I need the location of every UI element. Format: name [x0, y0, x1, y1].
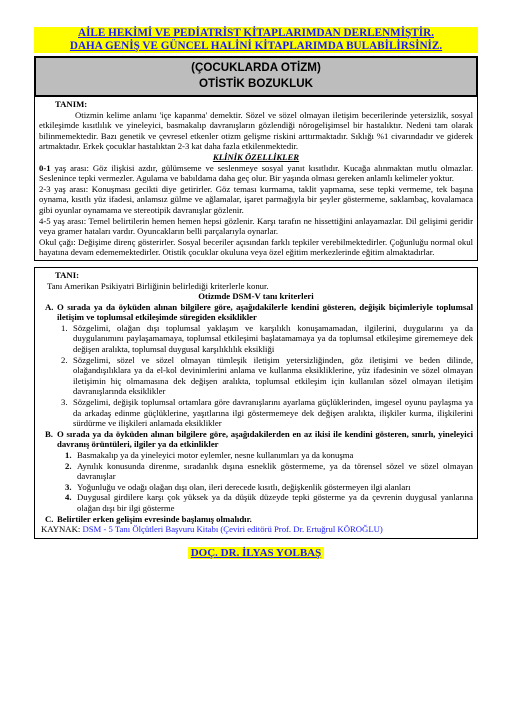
- definition-section: [34, 97, 478, 261]
- klinik-age: 0-1: [39, 162, 51, 173]
- klinik-heading: KLİNİK ÖZELLİKLER: [212, 151, 300, 162]
- diagnosis-section: [34, 267, 478, 539]
- criterion-item: [39, 355, 473, 397]
- tani-intro: Tanı Amerikan Psikiyatri Birliğinin belirlediği kriterlerle konur.: [47, 280, 269, 291]
- item-text: Basmakalıp ya da yineleyici motor eylemler, nesne kullanımları ya da konuşma: [77, 450, 354, 460]
- tanim-text: Otizmin kelime anlamı 'içe kapanma' demektir. Sözel ve sözel olmayan iletişim becerilerinde yetersizlik, sosyal etkileşimde kısıtlılık ve yineleyici, basmakalıp davranışların gözlendiği nörogelişimsel bir hastalıktır. Nedeni tam olarak bilinmemektedir. Bazı genetik ve çevresel etkenler otizm gelişme riskini arttırmaktadır. Sıklığı %1 civarındadır ve giderek artmaktadır. Erkek çocuklar hastalıktan 2-3 kat daha fazla etkilenmektedir.: [39, 109, 473, 152]
- criterion-text: O sırada ya da öyküden alınan bilgilere göre, aşağıdakilerden en az ikisi ile kendini gösteren, sınırlı, yineleyici davranış örüntüleri, ilgiler ya da etkinlikler: [57, 428, 473, 450]
- criterion-item: [39, 397, 473, 429]
- criteria-title: Otizmde DSM-V tanı kriterleri: [198, 291, 314, 302]
- item-text: Yoğunluğu ve odağı olağan dışı olan, ileri derecede kısıtlı, değişkenlik göstermeyen ilgi alanları: [77, 481, 411, 492]
- item-text: Aynılık konusunda direnme, sıradanlık dışına esneklik göstermeme, ya da törensel sözel ve sözel olmayan davranışlar: [77, 460, 473, 482]
- item-text: Sözgelimi, değişik toplumsal ortamlara göre davranışlarını ayarlama güçlüklerinden, imgesel oyunu paylaşma ya da arkadaş edinme güçlüklerine, yaşıtlarına ilgi göstermemeye dek değişen aralıkta, ilişkiler kurma, ilişkilerini sürdürme ve ilişkileri anlamada eksiklikler: [73, 397, 473, 429]
- klinik-age: Okul çağı: [39, 236, 74, 247]
- item-text: Sözgelimi, sözel ve sözel olmayan tümleşik iletişim yetersizliğinden, göz iletişimi ve beden dilinde, olağandışılıklara ya da el-kol devinimlerini anlama ve kullanma eksikliklerine, yüz ifadesinin ve sözel olmayan iletişimin hiç olmamasına dek değişen aralıkta, toplumsal etkileşim için kullanılan sözel olmayan iletişim davranışlarında eksiklikler: [73, 354, 473, 397]
- source-line: [39, 524, 473, 535]
- item-number: 4.: [65, 492, 72, 503]
- klinik-text: : Değişime direnç gösterirler. Sosyal beceriler açısından farklı tepkiler verebilmektedirler. Çoğunluğu normal okul hayatına devam edememektedirler. Otistik çocuklar okuluna veya özel eğitim merkezlerinde eğitim almaktadırlar.: [39, 236, 473, 258]
- criterion-b: [39, 429, 473, 450]
- item-number: 1.: [65, 450, 72, 460]
- title-box: [34, 56, 478, 97]
- source-label: KAYNAK:: [41, 524, 81, 535]
- criterion-item: [39, 492, 473, 513]
- author-footer: [34, 547, 478, 559]
- klinik-text: yaş arası: Göz ilişkisi azdır, gülümseme ve seslenmeye sosyal yanıt kısıtlıdır. Kucağa alınmaktan mutlu olmazlar. Seslenince tepki vermezler. Agulama ve babıldama daha geç olur. Bir yaşında olması gereken anlamlı kelimeler yoktur.: [39, 162, 473, 184]
- criterion-letter: A.: [45, 301, 54, 312]
- banner-line-1: AİLE HEKİMİ VE PEDİATRİST KİTAPLARIMDAN DERLENMİŞTİR.: [78, 27, 434, 39]
- title-line-2: OTİSTİK BOZUKLUK: [199, 77, 313, 90]
- criterion-item: [39, 450, 473, 461]
- item-number: 2.: [61, 354, 68, 365]
- criterion-text: O sırada ya da öyküden alınan bilgilere göre, aşağıdakilerle kendini gösteren, değişik biçimleriyle toplumsal iletişim ve toplumsal etkileşimde süregiden eksiklikler: [57, 301, 473, 323]
- page: [34, 27, 478, 559]
- item-text: Sözgelimi, olağan dışı toplumsal yaklaşım ve karşılıklı konuşamamadan, ilgilerini, duygularını ya da duygulanımını paylaşamamaya, toplumsal etkileşimi başlatamamaya ya da toplumsal etkileşime girememeye dek değişen aralıkta, toplumsal duygusal karşılıklılık eksikliği: [73, 322, 473, 355]
- title-line-1: (ÇOCUKLARDA OTİZM): [191, 61, 321, 74]
- item-text: Duygusal girdilere karşı çok yüksek ya da düşük düzeyde tepki gösterme ya da çevrenin duygusal yanlarına olağan dışı bir ilgi gösterme: [77, 492, 473, 513]
- klinik-item: [39, 163, 473, 184]
- author-name: DOÇ. DR. İLYAS YOLBAŞ: [188, 547, 325, 559]
- criterion-c: [39, 514, 473, 525]
- klinik-text: yaş arası: Temel belirtilerin hemen hemen hepsi gözlenir. Karşı tarafın ne hissettiğini anlayamazlar. Dil gelişimi geridir veya gramer hataları vardır. Oyuncakların belli parçalarıyla oynarlar.: [39, 215, 473, 237]
- criterion-item: [39, 323, 473, 355]
- criterion-item: [39, 461, 473, 482]
- criterion-item: [39, 482, 473, 493]
- item-number: 3.: [65, 481, 72, 492]
- klinik-item: [39, 216, 473, 237]
- klinik-item: [39, 237, 473, 258]
- criterion-text: Belirtiler erken gelişim evresinde başlamış olmalıdır.: [57, 513, 252, 524]
- source-text: DSM - 5 Tanı Ölçütleri Başvuru Kitabı (Çeviri editörü Prof. Dr. Ertuğrul KÖROĞLU): [82, 524, 383, 535]
- klinik-text: yaş arası: Konuşması gecikti diye getirirler. Göz teması kurmama, taklit yapmama, sese tepki vermeme, tek başına oynama, kısıtlı yüz ifadesi, anlamsız gülme ve ağlamalar, işaret parmağıyla bir şeyler göstermeme, saklambaç, kovalamaca gibi oyunlar oynamama ve stereotipik davranışlar gözlenir.: [39, 183, 473, 215]
- tani-heading: TANI:: [55, 269, 79, 280]
- item-number: 3.: [61, 397, 68, 408]
- klinik-age: 2-3: [39, 183, 51, 194]
- klinik-age: 4-5: [39, 215, 51, 226]
- banner-line-2: DAHA GENİŞ VE GÜNCEL HALİNİ KİTAPLARIMDA BULABİLİRSİNİZ.: [69, 40, 443, 52]
- criterion-letter: B.: [45, 428, 53, 439]
- item-number: 2.: [65, 460, 72, 471]
- header-banner: [34, 27, 478, 53]
- criterion-a: [39, 302, 473, 323]
- item-number: 1.: [61, 322, 68, 333]
- tanim-heading: TANIM:: [55, 99, 88, 109]
- klinik-item: [39, 184, 473, 216]
- criterion-letter: C.: [45, 513, 54, 524]
